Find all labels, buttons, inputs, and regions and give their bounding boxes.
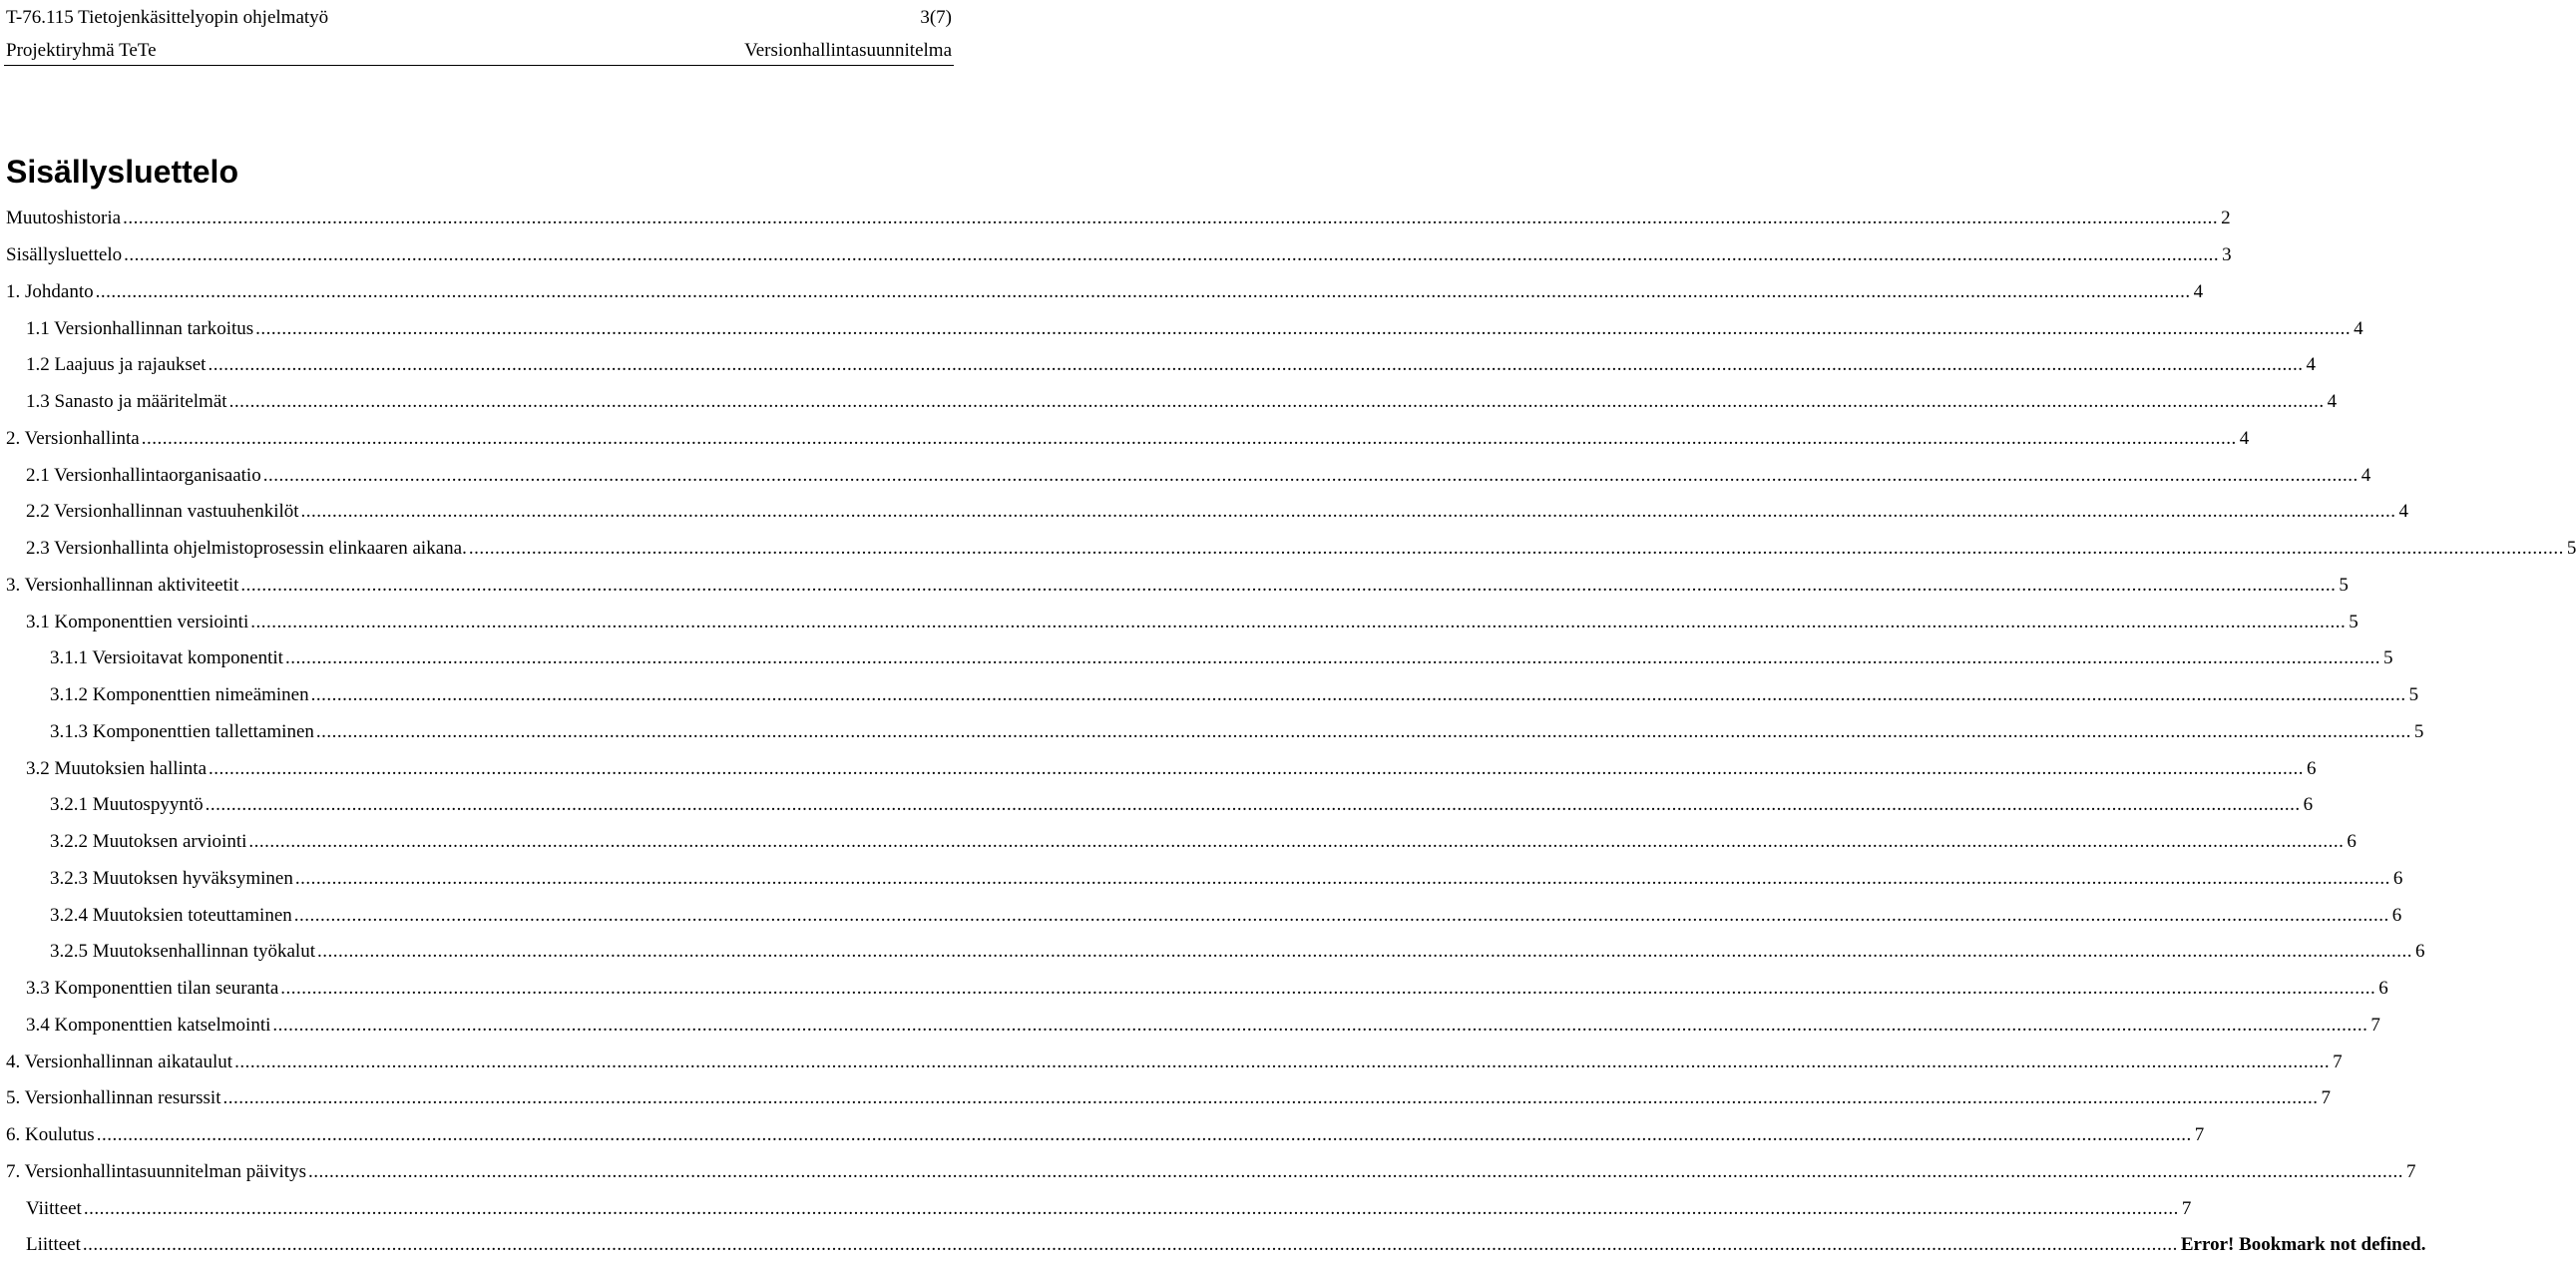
toc-entry[interactable] <box>6 1080 2331 1117</box>
toc-dot-leader: ................................................................................................................................................................................................................................................................................................................................................................................................................ <box>272 1014 2368 1036</box>
toc-entry-label: 3. Versionhallinnan aktiviteetit <box>6 574 239 596</box>
toc-entry[interactable] <box>6 714 2424 751</box>
page-header-line-1 <box>6 1 952 29</box>
toc-entry-label: 3.4 Komponenttien katselmointi <box>26 1014 271 1036</box>
toc-entry[interactable] <box>6 310 2363 347</box>
toc-entry-label: 1. Johdanto <box>6 280 94 302</box>
toc-entry-label: 1.2 Laajuus ja rajaukset <box>26 354 207 376</box>
toc-entry-label: 2.1 Versionhallintaorganisaatio <box>26 464 261 486</box>
toc-entry[interactable] <box>6 934 2425 971</box>
toc-entry-page: 6 <box>2347 831 2357 853</box>
toc-dot-leader: ................................................................................................................................................................................................................................................................................................................................................................................................................ <box>293 904 2389 926</box>
toc-entry-page: Error! Bookmark not defined. <box>2180 1234 2426 1256</box>
toc-entry[interactable] <box>6 640 2393 677</box>
toc-entry-page: 6 <box>2392 867 2403 889</box>
toc-entry-page: 7 <box>2321 1087 2331 1109</box>
document-title: Versionhallintasuunnitelma <box>744 40 952 61</box>
toc-entry[interactable] <box>6 1227 2426 1264</box>
toc-heading: Sisällysluettelo <box>6 154 238 190</box>
toc-entry[interactable] <box>6 384 2338 421</box>
toc-dot-leader: ................................................................................................................................................................................................................................................................................................................................................................................................................ <box>96 1124 2192 1146</box>
toc-entry-label: 3.2.3 Muutoksen hyväksyminen <box>50 867 293 889</box>
toc-dot-leader: ................................................................................................................................................................................................................................................................................................................................................................................................................ <box>208 354 2304 376</box>
toc-entry-page: 4 <box>2193 280 2204 302</box>
toc-dot-leader: ................................................................................................................................................................................................................................................................................................................................................................................................................ <box>95 280 2191 302</box>
team-name: Projektiryhmä TeTe <box>6 40 157 61</box>
toc-entry[interactable] <box>6 201 2231 237</box>
toc-dot-leader: ................................................................................................................................................................................................................................................................................................................................................................................................................ <box>307 1160 2403 1182</box>
toc-entry-label: 3.2 Muutoksien hallinta <box>26 757 208 779</box>
toc-entry-page: 5 <box>2566 538 2576 560</box>
toc-dot-leader: ................................................................................................................................................................................................................................................................................................................................................................................................................ <box>315 720 2411 742</box>
page-header-line-2 <box>6 34 952 62</box>
toc-entry-page: 4 <box>2354 317 2363 339</box>
toc-entry-page: 4 <box>2398 501 2409 523</box>
toc-dot-leader: ................................................................................................................................................................................................................................................................................................................................................................................................................ <box>82 1234 2178 1256</box>
toc-entry-page: 7 <box>2181 1197 2192 1219</box>
toc-entry-label: 3.2.4 Muutoksien toteuttaminen <box>50 904 292 926</box>
toc-dot-leader: ................................................................................................................................................................................................................................................................................................................................................................................................................ <box>240 574 2337 596</box>
toc-dot-leader: ................................................................................................................................................................................................................................................................................................................................................................................................................ <box>228 391 2325 413</box>
toc-entry[interactable] <box>6 787 2314 824</box>
table-of-contents <box>6 201 2576 1264</box>
toc-entry-label: 3.2.1 Muutospyyntö <box>50 794 204 816</box>
toc-entry[interactable] <box>6 824 2357 861</box>
toc-entry[interactable] <box>6 677 2419 714</box>
toc-entry[interactable] <box>6 1154 2416 1191</box>
toc-dot-leader: ................................................................................................................................................................................................................................................................................................................................................................................................................ <box>209 757 2305 779</box>
toc-entry-label: 1.1 Versionhallinnan tarkoitus <box>26 317 254 339</box>
toc-entry-page: 2 <box>2221 208 2231 229</box>
toc-entry-label: Liitteet <box>26 1234 81 1256</box>
toc-entry-label: 5. Versionhallinnan resurssit <box>6 1087 221 1109</box>
toc-entry-page: 6 <box>2378 978 2388 1000</box>
toc-entry[interactable] <box>6 457 2371 494</box>
toc-entry[interactable] <box>6 494 2409 531</box>
toc-dot-leader: ................................................................................................................................................................................................................................................................................................................................................................................................................ <box>83 1197 2179 1219</box>
toc-dot-leader: ................................................................................................................................................................................................................................................................................................................................................................................................................ <box>123 208 2219 229</box>
toc-dot-leader: ................................................................................................................................................................................................................................................................................................................................................................................................................ <box>468 538 2564 560</box>
toc-dot-leader: ................................................................................................................................................................................................................................................................................................................................................................................................................ <box>284 647 2380 669</box>
toc-entry-page: 5 <box>2413 720 2424 742</box>
toc-entry[interactable] <box>6 274 2204 311</box>
toc-entry-page: 7 <box>2370 1014 2380 1036</box>
toc-entry-page: 7 <box>2333 1051 2343 1072</box>
toc-entry-label: 3.1.2 Komponenttien nimeäminen <box>50 684 309 706</box>
toc-entry-page: 6 <box>2414 941 2425 963</box>
toc-entry-page: 4 <box>2239 427 2250 449</box>
toc-dot-leader: ................................................................................................................................................................................................................................................................................................................................................................................................................ <box>250 611 2347 632</box>
toc-entry-label: 4. Versionhallinnan aikataulut <box>6 1051 233 1072</box>
toc-entry-label: Muutoshistoria <box>6 208 122 229</box>
toc-entry-page: 5 <box>2382 647 2393 669</box>
toc-entry-label: 2.3 Versionhallinta ohjelmistoprosessin elinkaaren aikana. <box>26 538 467 560</box>
toc-entry-label: 3.1.3 Komponenttien tallettaminen <box>50 720 314 742</box>
toc-entry[interactable] <box>6 1008 2380 1045</box>
toc-entry[interactable] <box>6 568 2349 605</box>
toc-dot-leader: ................................................................................................................................................................................................................................................................................................................................................................................................................ <box>255 317 2352 339</box>
toc-entry-page: 5 <box>2339 574 2349 596</box>
toc-entry-page: 6 <box>2307 757 2317 779</box>
toc-dot-leader: ................................................................................................................................................................................................................................................................................................................................................................................................................ <box>310 684 2406 706</box>
toc-dot-leader: ................................................................................................................................................................................................................................................................................................................................................................................................................ <box>222 1087 2319 1109</box>
toc-dot-leader: ................................................................................................................................................................................................................................................................................................................................................................................................................ <box>300 501 2396 523</box>
toc-entry-label: Viitteet <box>26 1197 82 1219</box>
toc-dot-leader: ................................................................................................................................................................................................................................................................................................................................................................................................................ <box>294 867 2390 889</box>
toc-entry-label: 3.1.1 Versioitavat komponentit <box>50 647 283 669</box>
toc-entry[interactable] <box>6 1044 2343 1080</box>
toc-dot-leader: ................................................................................................................................................................................................................................................................................................................................................................................................................ <box>262 464 2359 486</box>
toc-entry-label: 2. Versionhallinta <box>6 427 140 449</box>
toc-dot-leader: ................................................................................................................................................................................................................................................................................................................................................................................................................ <box>234 1051 2331 1072</box>
toc-dot-leader: ................................................................................................................................................................................................................................................................................................................................................................................................................ <box>124 244 2220 266</box>
toc-entry-page: 5 <box>2408 684 2419 706</box>
toc-entry-label: 3.2.2 Muutoksen arviointi <box>50 831 247 853</box>
toc-dot-leader: ................................................................................................................................................................................................................................................................................................................................................................................................................ <box>248 831 2345 853</box>
toc-entry[interactable] <box>6 1117 2205 1154</box>
toc-entry-label: 7. Versionhallintasuunnitelman päivitys <box>6 1160 306 1182</box>
toc-entry-label: 1.3 Sanasto ja määritelmät <box>26 391 227 413</box>
toc-dot-leader: ................................................................................................................................................................................................................................................................................................................................................................................................................ <box>280 978 2376 1000</box>
toc-entry[interactable] <box>6 347 2316 384</box>
toc-entry[interactable] <box>6 897 2402 934</box>
toc-entry-page: 4 <box>2361 464 2371 486</box>
toc-entry-page: 4 <box>2306 354 2316 376</box>
toc-dot-leader: ................................................................................................................................................................................................................................................................................................................................................................................................................ <box>316 941 2412 963</box>
toc-entry-label: 6. Koulutus <box>6 1124 95 1146</box>
toc-entry[interactable] <box>6 861 2403 898</box>
page-number: 3(7) <box>920 7 952 28</box>
toc-entry[interactable] <box>6 237 2232 274</box>
toc-entry-label: 3.1 Komponenttien versiointi <box>26 611 249 632</box>
toc-entry[interactable] <box>6 750 2317 787</box>
toc-entry-page: 4 <box>2327 391 2338 413</box>
toc-entry[interactable] <box>6 971 2388 1008</box>
toc-entry-page: 6 <box>2303 794 2314 816</box>
toc-entry-page: 6 <box>2391 904 2402 926</box>
toc-entry[interactable] <box>6 531 2576 568</box>
toc-entry-page: 5 <box>2349 611 2359 632</box>
toc-entry-label: Sisällysluettelo <box>6 244 123 266</box>
toc-entry-page: 7 <box>2405 1160 2416 1182</box>
header-divider <box>4 65 954 66</box>
toc-entry[interactable] <box>6 604 2359 640</box>
toc-dot-leader: ................................................................................................................................................................................................................................................................................................................................................................................................................ <box>205 794 2301 816</box>
toc-entry-label: 3.2.5 Muutoksenhallinnan työkalut <box>50 941 315 963</box>
toc-entry[interactable] <box>6 421 2250 458</box>
toc-entry-label: 2.2 Versionhallinnan vastuuhenkilöt <box>26 501 299 523</box>
toc-entry-page: 3 <box>2222 244 2232 266</box>
course-name: T-76.115 Tietojenkäsittelyopin ohjelmatyö <box>6 7 329 28</box>
toc-entry-page: 7 <box>2194 1124 2205 1146</box>
toc-entry-label: 3.3 Komponenttien tilan seuranta <box>26 978 279 1000</box>
toc-dot-leader: ................................................................................................................................................................................................................................................................................................................................................................................................................ <box>141 427 2237 449</box>
toc-entry[interactable] <box>6 1190 2192 1227</box>
